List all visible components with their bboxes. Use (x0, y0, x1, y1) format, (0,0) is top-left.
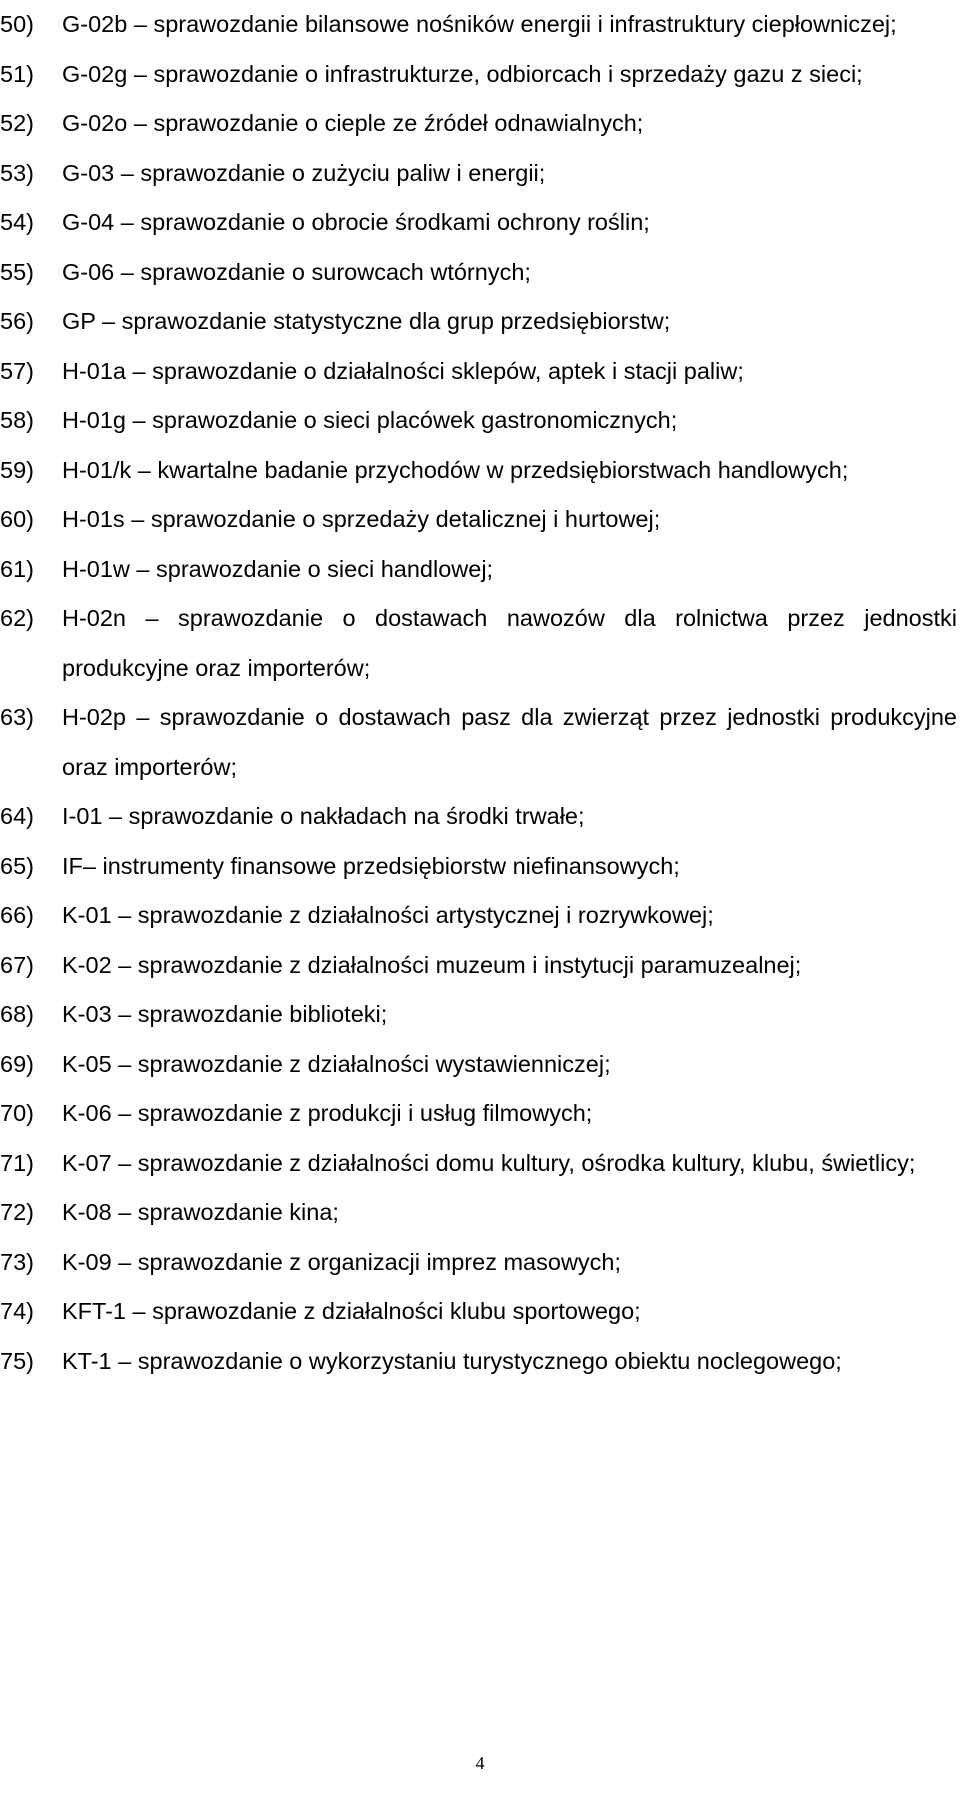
list-item (0, 891, 960, 941)
item-text: G-02b – sprawozdanie bilansowe nośników energii i infrastruktury ciepłowniczej; (62, 11, 897, 37)
item-number: 50) (0, 11, 34, 37)
list-item (0, 495, 960, 545)
list-item (0, 149, 960, 199)
list-item (0, 0, 960, 50)
list-item (0, 297, 960, 347)
list-item (0, 1139, 960, 1189)
list-item (0, 1089, 960, 1139)
item-number: 54) (0, 209, 34, 235)
list-item (0, 99, 960, 149)
item-number: 66) (0, 902, 34, 928)
list-item (0, 941, 960, 991)
list-item (0, 1287, 960, 1337)
item-text: K-09 – sprawozdanie z organizacji imprez masowych; (62, 1248, 622, 1275)
list-item (0, 1238, 960, 1288)
item-text: K-05 – sprawozdanie z działalności wystawienniczej; (62, 1050, 611, 1077)
list-item (0, 693, 960, 792)
item-number: 71) (0, 1149, 34, 1176)
item-text: G-03 – sprawozdanie o zużyciu paliw i energii; (62, 159, 546, 186)
item-text: K-03 – sprawozdanie biblioteki; (62, 1001, 388, 1027)
item-text: H-01/k – kwartalne badanie przychodów w przedsiębiorstwach handlowych; (62, 456, 849, 483)
item-text: G-04 – sprawozdanie o obrocie środkami ochrony roślin; (62, 209, 650, 235)
list-item (0, 842, 960, 892)
list-item (0, 990, 960, 1040)
item-number: 74) (0, 1298, 34, 1324)
list-item (0, 198, 960, 248)
item-text: G-06 – sprawozdanie o surowcach wtórnych; (62, 258, 531, 285)
item-text: H-02n – sprawozdanie o dostawach nawozów dla rolnictwa przez jednostki produkcyjne oraz importerów; (62, 605, 957, 681)
item-number: 75) (0, 1347, 34, 1374)
item-text: G-02o – sprawozdanie o cieple ze źródeł odnawialnych; (62, 110, 644, 136)
item-number: 59) (0, 456, 34, 483)
item-text: H-01g – sprawozdanie o sieci placówek gastronomicznych; (62, 407, 678, 433)
item-number: 73) (0, 1248, 34, 1275)
item-text: I-01 – sprawozdanie o nakładach na środki trwałe; (62, 803, 585, 829)
item-number: 52) (0, 110, 34, 136)
item-number: 51) (0, 60, 34, 87)
item-number: 67) (0, 951, 34, 978)
list-item (0, 248, 960, 298)
item-text: K-02 – sprawozdanie z działalności muzeum i instytucji paramuzealnej; (62, 951, 802, 978)
item-number: 55) (0, 258, 34, 285)
page-number: 4 (475, 1753, 485, 1773)
item-number: 57) (0, 357, 34, 384)
item-number: 69) (0, 1050, 34, 1077)
item-text: K-06 – sprawozdanie z produkcji i usług filmowych; (62, 1100, 593, 1126)
list-item (0, 594, 960, 693)
item-number: 58) (0, 407, 34, 433)
item-text: K-08 – sprawozdanie kina; (62, 1199, 339, 1225)
item-text: GP – sprawozdanie statystyczne dla grup przedsiębiorstw; (62, 308, 671, 334)
item-number: 70) (0, 1100, 34, 1126)
list-item (0, 347, 960, 397)
item-text: IF– instrumenty finansowe przedsiębiorstw niefinansowych; (62, 852, 680, 879)
item-text: KT-1 – sprawozdanie o wykorzystaniu turystycznego obiektu noclegowego; (62, 1347, 842, 1374)
item-number: 62) (0, 605, 34, 631)
list-item (0, 396, 960, 446)
list-item (0, 545, 960, 595)
item-number: 63) (0, 704, 34, 730)
item-number: 65) (0, 852, 34, 879)
item-text: H-01s – sprawozdanie o sprzedaży detalicznej i hurtowej; (62, 506, 661, 532)
item-text: G-02g – sprawozdanie o infrastrukturze, odbiorcach i sprzedaży gazu z sieci; (62, 60, 863, 87)
list-item (0, 1337, 960, 1387)
item-text: K-07 – sprawozdanie z działalności domu kultury, ośrodka kultury, klubu, świetlicy; (62, 1149, 916, 1176)
item-text: K-01 – sprawozdanie z działalności artystycznej i rozrywkowej; (62, 902, 714, 928)
item-text: H-01a – sprawozdanie o działalności sklepów, aptek i stacji paliw; (62, 357, 744, 384)
item-number: 64) (0, 803, 34, 829)
list-item (0, 446, 960, 496)
item-number: 61) (0, 555, 34, 582)
item-number: 56) (0, 308, 34, 334)
item-number: 60) (0, 506, 34, 532)
list-item (0, 1188, 960, 1238)
item-text: H-02p – sprawozdanie o dostawach pasz dla zwierząt przez jednostki produkcyjne oraz importerów; (62, 704, 957, 780)
list-item (0, 792, 960, 842)
item-text: H-01w – sprawozdanie o sieci handlowej; (62, 555, 494, 582)
list-item (0, 1040, 960, 1090)
item-number: 68) (0, 1001, 34, 1027)
item-number: 53) (0, 159, 34, 186)
item-text: KFT-1 – sprawozdanie z działalności klubu sportowego; (62, 1298, 641, 1324)
item-number: 72) (0, 1199, 34, 1225)
list-item (0, 50, 960, 100)
